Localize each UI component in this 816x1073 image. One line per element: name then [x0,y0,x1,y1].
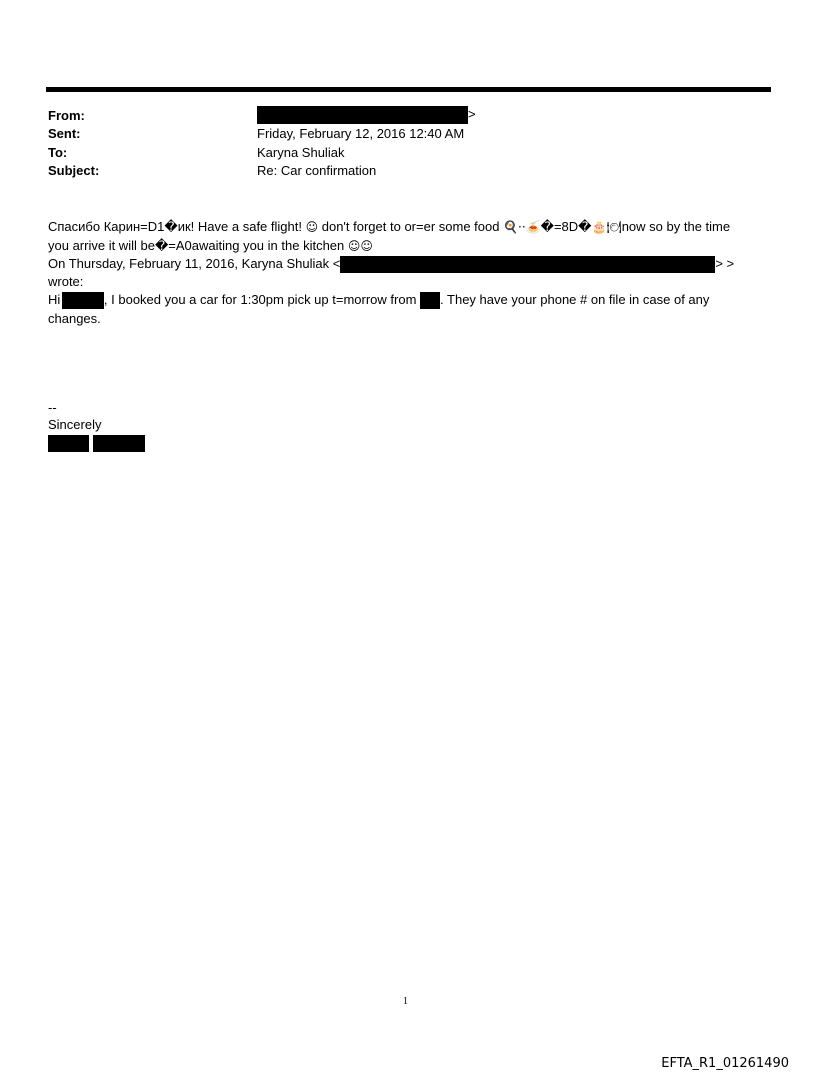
signature-sincerely: Sincerely [48,417,102,432]
sent-label: Sent: [48,126,81,141]
replacement-char: � [154,238,169,253]
redacted-block [62,292,104,309]
redacted-block [420,292,440,309]
subject-value: Re: Car confirmation [257,163,377,178]
signature-dash: -- [48,400,57,415]
redacted-block [257,106,468,124]
replacement-char: � [578,219,592,234]
body-line-2 [48,237,373,255]
redacted-block [340,256,715,273]
body-text-segment: you arrive it will be [48,238,155,253]
header-rule [46,87,771,92]
from-suffix: > [468,106,476,122]
replacement-char: � [540,219,554,234]
quote-mid: , I booked you a car for 1:30pm pick up t=morrow from [103,292,417,307]
quote-changes: changes. [48,311,101,326]
redacted-block [93,435,145,452]
replacement-char: � [164,219,178,234]
body-text-segment: ик! Have a safe flight! [177,219,302,234]
food-icons: 🍳··🍝 [503,220,541,234]
from-label: From: [48,108,85,123]
quote-intro: On Thursday, February 11, 2016, Karyna Shuliak < [48,256,341,271]
subject-label: Subject: [48,163,100,178]
page-number: 1 [403,996,408,1007]
quote-end: . They have your phone # on file in case of any [440,292,710,307]
body-text-segment: =A0awaiting you in the kitchen [168,238,345,253]
smiley-face-icon: ☺ [305,220,319,234]
to-label: To: [48,145,68,160]
body-line-1 [48,218,730,236]
body-text-segment: Спасибо Карин=D1 [48,219,165,234]
quote-hi: Hi [48,292,61,307]
signature-name [48,434,145,452]
from-value [257,106,476,124]
document-id: EFTA_R1_01261490 [661,1056,789,1071]
to-value: Karyna Shuliak [257,145,345,160]
quote-header-line [48,255,734,273]
body-text-segment: now so by the time [621,219,731,234]
body-text-segment: don't forget to or=er some food [321,219,500,234]
misc-food-icons: 🎂🍽 [591,220,622,234]
quote-intro-end: > > [715,256,735,271]
redacted-block [48,435,89,452]
quote-wrote: wrote: [48,274,84,289]
smiley-faces-icon: ☺☺ [347,239,373,253]
body-text-segment: =8D [553,219,579,234]
quote-body-line-1 [48,291,709,309]
sent-value: Friday, February 12, 2016 12:40 AM [257,126,465,141]
